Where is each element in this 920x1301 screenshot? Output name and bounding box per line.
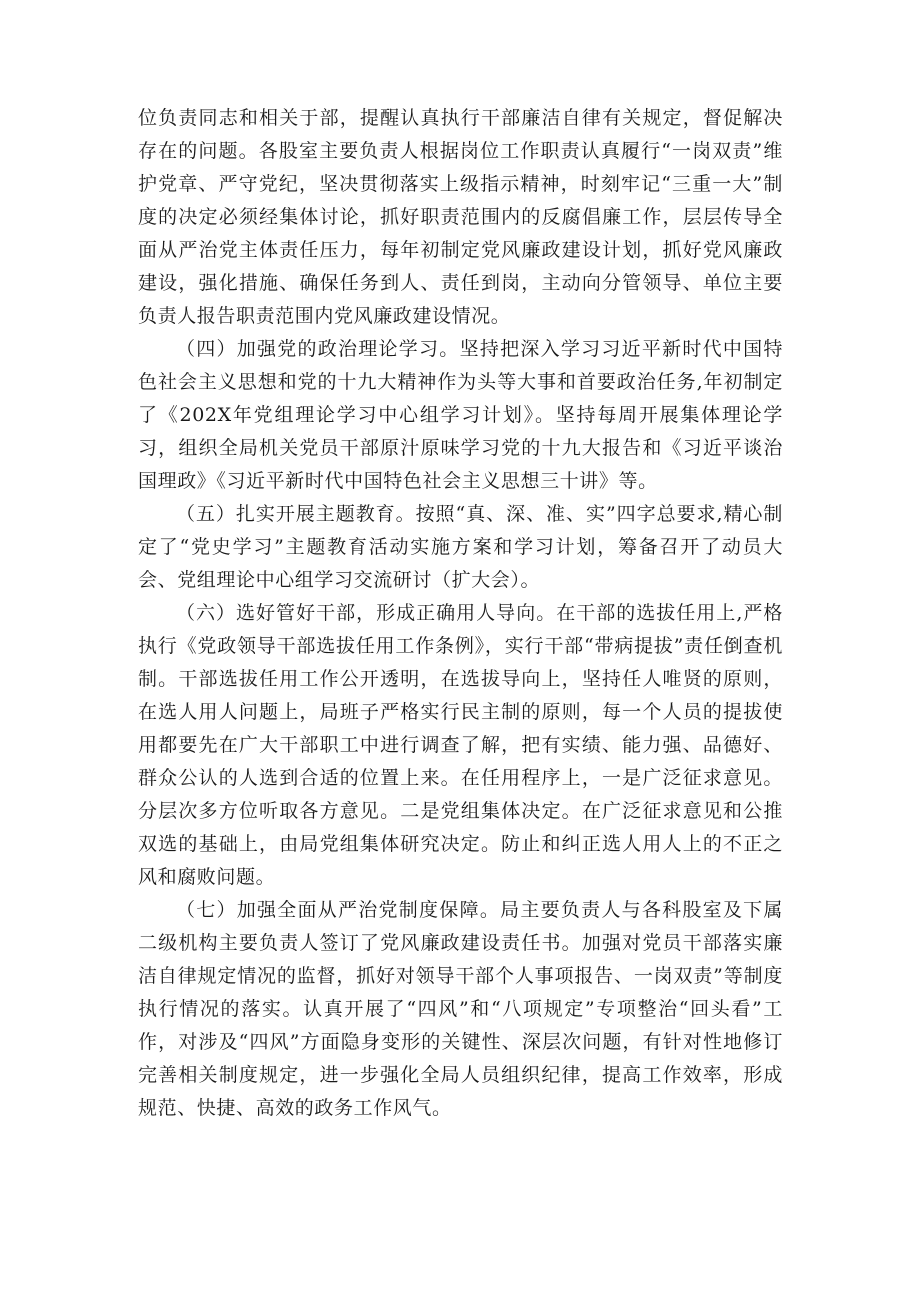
document-body — [138, 102, 783, 1125]
paragraph-section-6: （六）选好管好干部，形成正确用人导向。在干部的选拔任用上,严格执行《党政领导干部选拔任用工作条例》，实行干部“带病提拔”责任倒查机制。干部选拔任用工作公开透明，在选拔导向上，坚持任人唯贤的原则，在选人用人问题上，局班子严格实行民主制的原则，每一个人员的提拔使用都要先在广大干部职工中进行调查了解，把有实绩、能力强、品德好、群众公认的人选到合适的位置上来。在任用程序上，一是广泛征求意见。分层次多方位听取各方意见。二是党组集体决定。在广泛征求意见和公推双选的基础上，由局党组集体研究决定。防止和纠正选人用人上的不正之风和腐败问题。 — [138, 602, 783, 888]
paragraph-section-4: （四）加强党的政治理论学习。坚持把深入学习习近平新时代中国特色社会主义思想和党的十九大精神作为头等大事和首要政治任务,年初制定了《202X年党组理论学习中心组学习计划》。坚持每周开展集体理论学习，组织全局机关党员干部原汁原味学习党的十九大报告和《习近平谈治国理政》《习近平新时代中国特色社会主义思想三十讲》等。 — [138, 338, 783, 492]
paragraph-section-5: （五）扎实开展主题教育。按照“真、深、准、实”四字总要求,精心制定了“党史学习”主题教育活动实施方案和学习计划，筹备召开了动员大会、党组理论中心组学习交流研讨（扩大会）。 — [138, 503, 783, 591]
paragraph-section-7: （七）加强全面从严治党制度保障。局主要负责人与各科股室及下属二级机构主要负责人签订了党风廉政建设责任书。加强对党员干部落实廉洁自律规定情况的监督，抓好对领导干部个人事项报告、一岗双责”等制度执行情况的落实。认真开展了“四风”和“八项规定”专项整治“回头看”工作，对涉及“四风”方面隐身变形的关键性、深层次问题，有针对性地修订完善相关制度规定，进一步强化全局人员组织纪律，提高工作效率，形成规范、快捷、高效的政务工作风气。 — [138, 899, 783, 1119]
paragraph-continuation: 位负责同志和相关于部，提醒认真执行干部廉洁自律有关规定，督促解决存在的问题。各股室主要负责人根据岗位工作职责认真履行“一岗双责”维护党章、严守党纪，坚决贯彻落实上级指示精神，时刻牢记“三重一大”制度的决定必须经集体讨论，抓好职责范围内的反腐倡廉工作，层层传导全面从严治党主体责任压力，每年初制定党风廉政建设计划，抓好党风廉政建设，强化措施、确保任务到人、责任到岗，主动向分管领导、单位主要负责人报告职责范围内党风廉政建设情况。 — [138, 107, 783, 327]
